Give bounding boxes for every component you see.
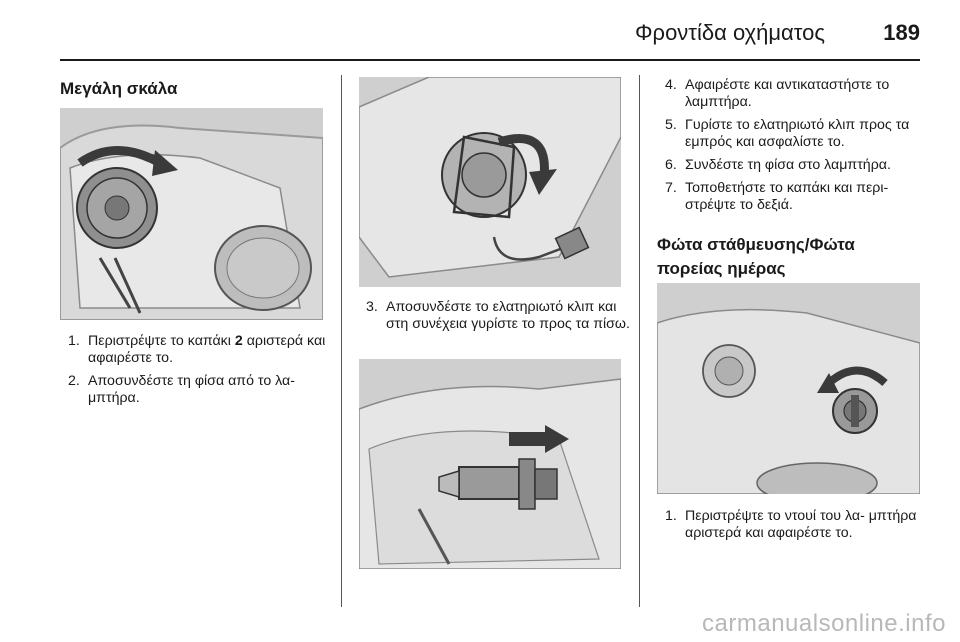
step-text-part: Περιστρέψτε το καπάκι: [88, 333, 235, 349]
step-number: 4.: [665, 77, 677, 93]
list-item: [68, 373, 330, 407]
figure-clip-release: [359, 77, 621, 287]
step-text: Αφαιρέστε και αντικαταστήστε το λαμπτήρα.: [685, 77, 890, 110]
bulb-socket-illustration: [657, 283, 920, 494]
list-item: [665, 508, 927, 542]
list-item: [366, 299, 632, 333]
figure-socket-removal: [657, 283, 920, 494]
step-number: 1.: [665, 508, 677, 524]
step-text: Τοποθετήστε το καπάκι και περι- στρέψτε το δεξιά.: [685, 180, 889, 213]
column-divider-left: [341, 75, 342, 607]
section-title-line: πορείας ημέρας: [657, 259, 786, 278]
step-number: 7.: [665, 180, 677, 196]
headlamp-cap-illustration: [60, 108, 323, 320]
steps-list-right-bottom: [665, 508, 927, 548]
spring-clip-illustration: [359, 77, 621, 287]
step-text-part: αριστερά και αφαιρέστε το.: [88, 333, 326, 366]
step-text: Περιστρέψτε το ντουί του λα- μπτήρα αριστερά και αφαιρέστε το.: [685, 508, 917, 541]
step-number: 3.: [366, 299, 378, 315]
list-item: [665, 157, 927, 174]
page-number: 189: [883, 20, 920, 45]
step-number: 5.: [665, 117, 677, 133]
step-text: Αποσυνδέστε το ελατηριωτό κλιπ και στη συνέχεια γυρίστε το προς τα πίσω.: [386, 299, 630, 332]
section-title-parking-lights: [657, 233, 920, 281]
step-text: Συνδέστε τη φίσα στο λαμπτήρα.: [685, 157, 891, 173]
section-title-high-beam: Μεγάλη σκάλα: [60, 79, 178, 98]
step-number: 1.: [68, 333, 80, 349]
column-divider-right: [639, 75, 640, 607]
step-callout-number: 2: [234, 333, 243, 349]
section-title-line: Φώτα στάθμευσης/Φώτα: [657, 235, 855, 254]
step-number: 2.: [68, 373, 80, 389]
watermark: carmanualsonline.info: [702, 610, 946, 637]
steps-list-left: [68, 333, 330, 413]
steps-list-middle: [366, 299, 632, 339]
list-item: [665, 77, 927, 111]
step-number: 6.: [665, 157, 677, 173]
list-item: [68, 333, 330, 367]
header-divider: [60, 59, 920, 61]
steps-list-right-top: [665, 77, 927, 220]
page-header-title: Φροντίδα οχήματος: [635, 20, 825, 45]
bulb-removal-illustration: [359, 359, 621, 569]
list-item: [665, 180, 927, 214]
step-text: Γυρίστε το ελατηριωτό κλιπ προς τα εμπρός και ασφαλίστε το.: [685, 117, 910, 150]
figure-bulb-removal: [359, 359, 621, 569]
list-item: [665, 117, 927, 151]
figure-cap-removal: [60, 108, 323, 320]
step-text: Αποσυνδέστε τη φίσα από το λα- μπτήρα.: [88, 373, 295, 406]
